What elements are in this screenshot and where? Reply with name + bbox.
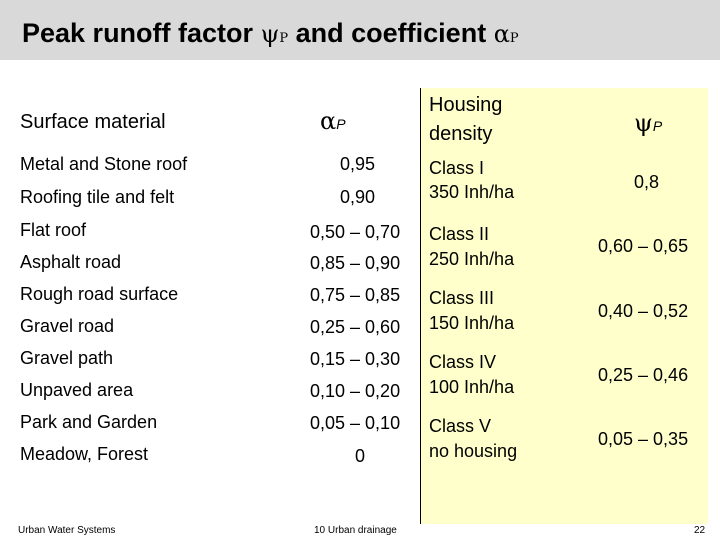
slide-title: Peak runoff factor ψP and coefficient αP [22,18,519,48]
material-row-4: Asphalt road [20,252,122,272]
alpha-value-5: 0,75 – 0,85 [310,285,401,305]
alpha-header: αP [320,107,346,135]
material-row-2: Roofing tile and felt [20,187,175,207]
alpha-value-9: 0,05 – 0,10 [310,413,401,433]
footer-page-number: 22 [694,525,706,536]
material-row-7: Gravel path [20,348,114,368]
surface-material-header: Surface material [20,111,166,133]
alpha-value-6: 0,25 – 0,60 [310,317,401,337]
housing-density-header-line1: Housing [429,94,503,116]
housing-class-4: Class IV [429,352,497,372]
material-row-6: Gravel road [20,316,115,336]
psi-header: ψP [634,109,663,137]
material-row-1: Metal and Stone roof [20,154,188,174]
housing-density-header-line2: density [429,123,493,145]
alpha-symbol: α [493,20,510,48]
housing-class-1: Class I [429,158,485,178]
alpha-value-2: 0,90 [340,187,376,207]
housing-density-1: 350 Inh/ha [429,182,515,202]
psi-value-4: 0,25 – 0,46 [598,365,689,385]
psi-value-3: 0,40 – 0,52 [598,301,689,321]
housing-density-3: 150 Inh/ha [429,313,515,333]
psi-symbol: ψ [260,20,280,48]
footer-course-name: Urban Water Systems [18,525,116,536]
material-row-8: Unpaved area [20,380,134,400]
psi-value-5: 0,05 – 0,35 [598,429,689,449]
material-row-10: Meadow, Forest [20,444,149,464]
psi-value-1: 0,8 [634,172,660,192]
table-divider [420,88,421,524]
alpha-value-10: 0 [355,446,366,466]
housing-density-5: no housing [429,441,518,461]
psi-value-2: 0,60 – 0,65 [598,236,689,256]
alpha-value-8: 0,10 – 0,20 [310,381,401,401]
material-row-5: Rough road surface [20,284,179,304]
housing-class-5: Class V [429,416,492,436]
housing-density-2: 250 Inh/ha [429,249,515,269]
footer-chapter: 10 Urban drainage [314,525,397,536]
alpha-value-4: 0,85 – 0,90 [310,253,401,273]
material-row-9: Park and Garden [20,412,158,432]
alpha-value-1: 0,95 [340,154,376,174]
alpha-value-3: 0,50 – 0,70 [310,222,401,242]
housing-class-2: Class II [429,224,490,244]
housing-density-4: 100 Inh/ha [429,377,515,397]
alpha-value-7: 0,15 – 0,30 [310,349,401,369]
material-row-3: Flat roof [20,220,87,240]
housing-class-3: Class III [429,288,495,308]
